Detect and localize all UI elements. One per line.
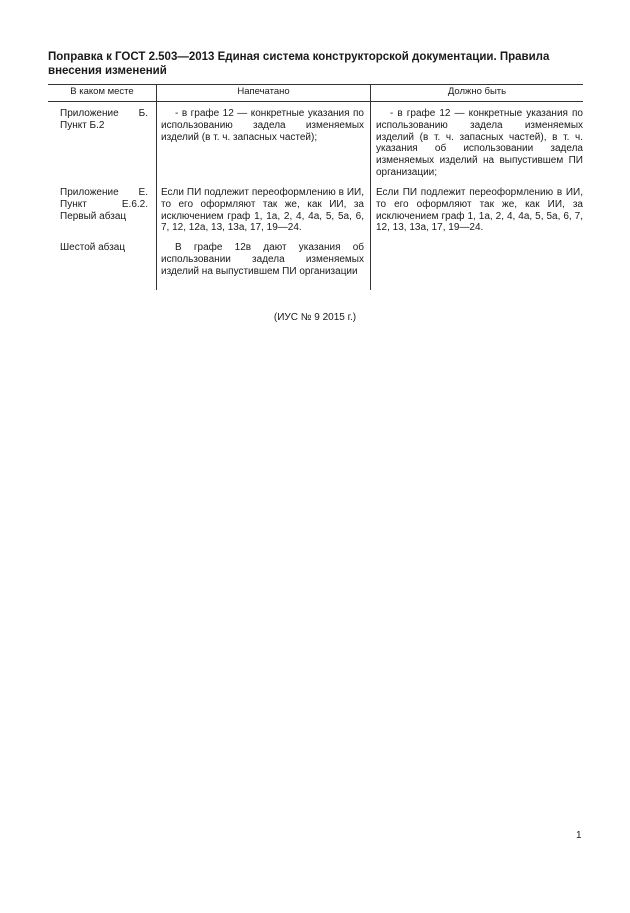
header-should-be: Должно быть bbox=[447, 86, 507, 97]
row2-printed: Если ПИ подлежит переоформлению в ИИ, то его оформляют так же, как ИИ, за исключением граф 1, 1а, 2, 4, 4а, 5, 5а, 6, 7, 12, 12а, 13, 13а, 17, 19—24. bbox=[161, 187, 364, 234]
header-place: В каком месте bbox=[70, 86, 134, 97]
page-title: Поправка к ГОСТ 2.503—2013 Единая система конструкторской документации. Правила внесения изменений bbox=[48, 51, 550, 77]
row3-printed: В графе 12в дают указания об использовании задела изменяемых изделий на выпустившем ПИ организации bbox=[161, 242, 364, 277]
column-divider-2 bbox=[370, 84, 371, 290]
header-printed: Напечатано bbox=[237, 86, 290, 97]
row2-place: Приложение Е. Пункт Е.6.2. Первый абзац bbox=[60, 187, 148, 222]
row1-place: Приложение Б. Пункт Б.2 bbox=[60, 108, 148, 131]
source-note: (ИУС № 9 2015 г.) bbox=[273, 312, 357, 323]
row1-printed: - в графе 12 — конкретные указания по использованию задела изменяемых изделий (в т. ч. запасных частей); bbox=[161, 108, 364, 143]
row1-should-be: - в графе 12 — конкретные указания по использованию задела изменяемых изделий (в т. ч. запасных частей), в т. ч. указания об использовании задела изменяемых изделий на выпустившем ПИ организации; bbox=[376, 108, 583, 178]
table-header-rule bbox=[48, 101, 583, 102]
row2-should-be: Если ПИ подлежит переоформлению в ИИ, то его оформляют так же, как ИИ, за исключением граф 1, 1а, 2, 4, 4а, 5, 5а, 6, 7, 12, 13, 13а, 17, 19—24. bbox=[376, 187, 583, 234]
row3-place: Шестой абзац bbox=[60, 242, 126, 253]
page-number: 1 bbox=[576, 830, 582, 841]
column-divider-1 bbox=[156, 84, 157, 290]
